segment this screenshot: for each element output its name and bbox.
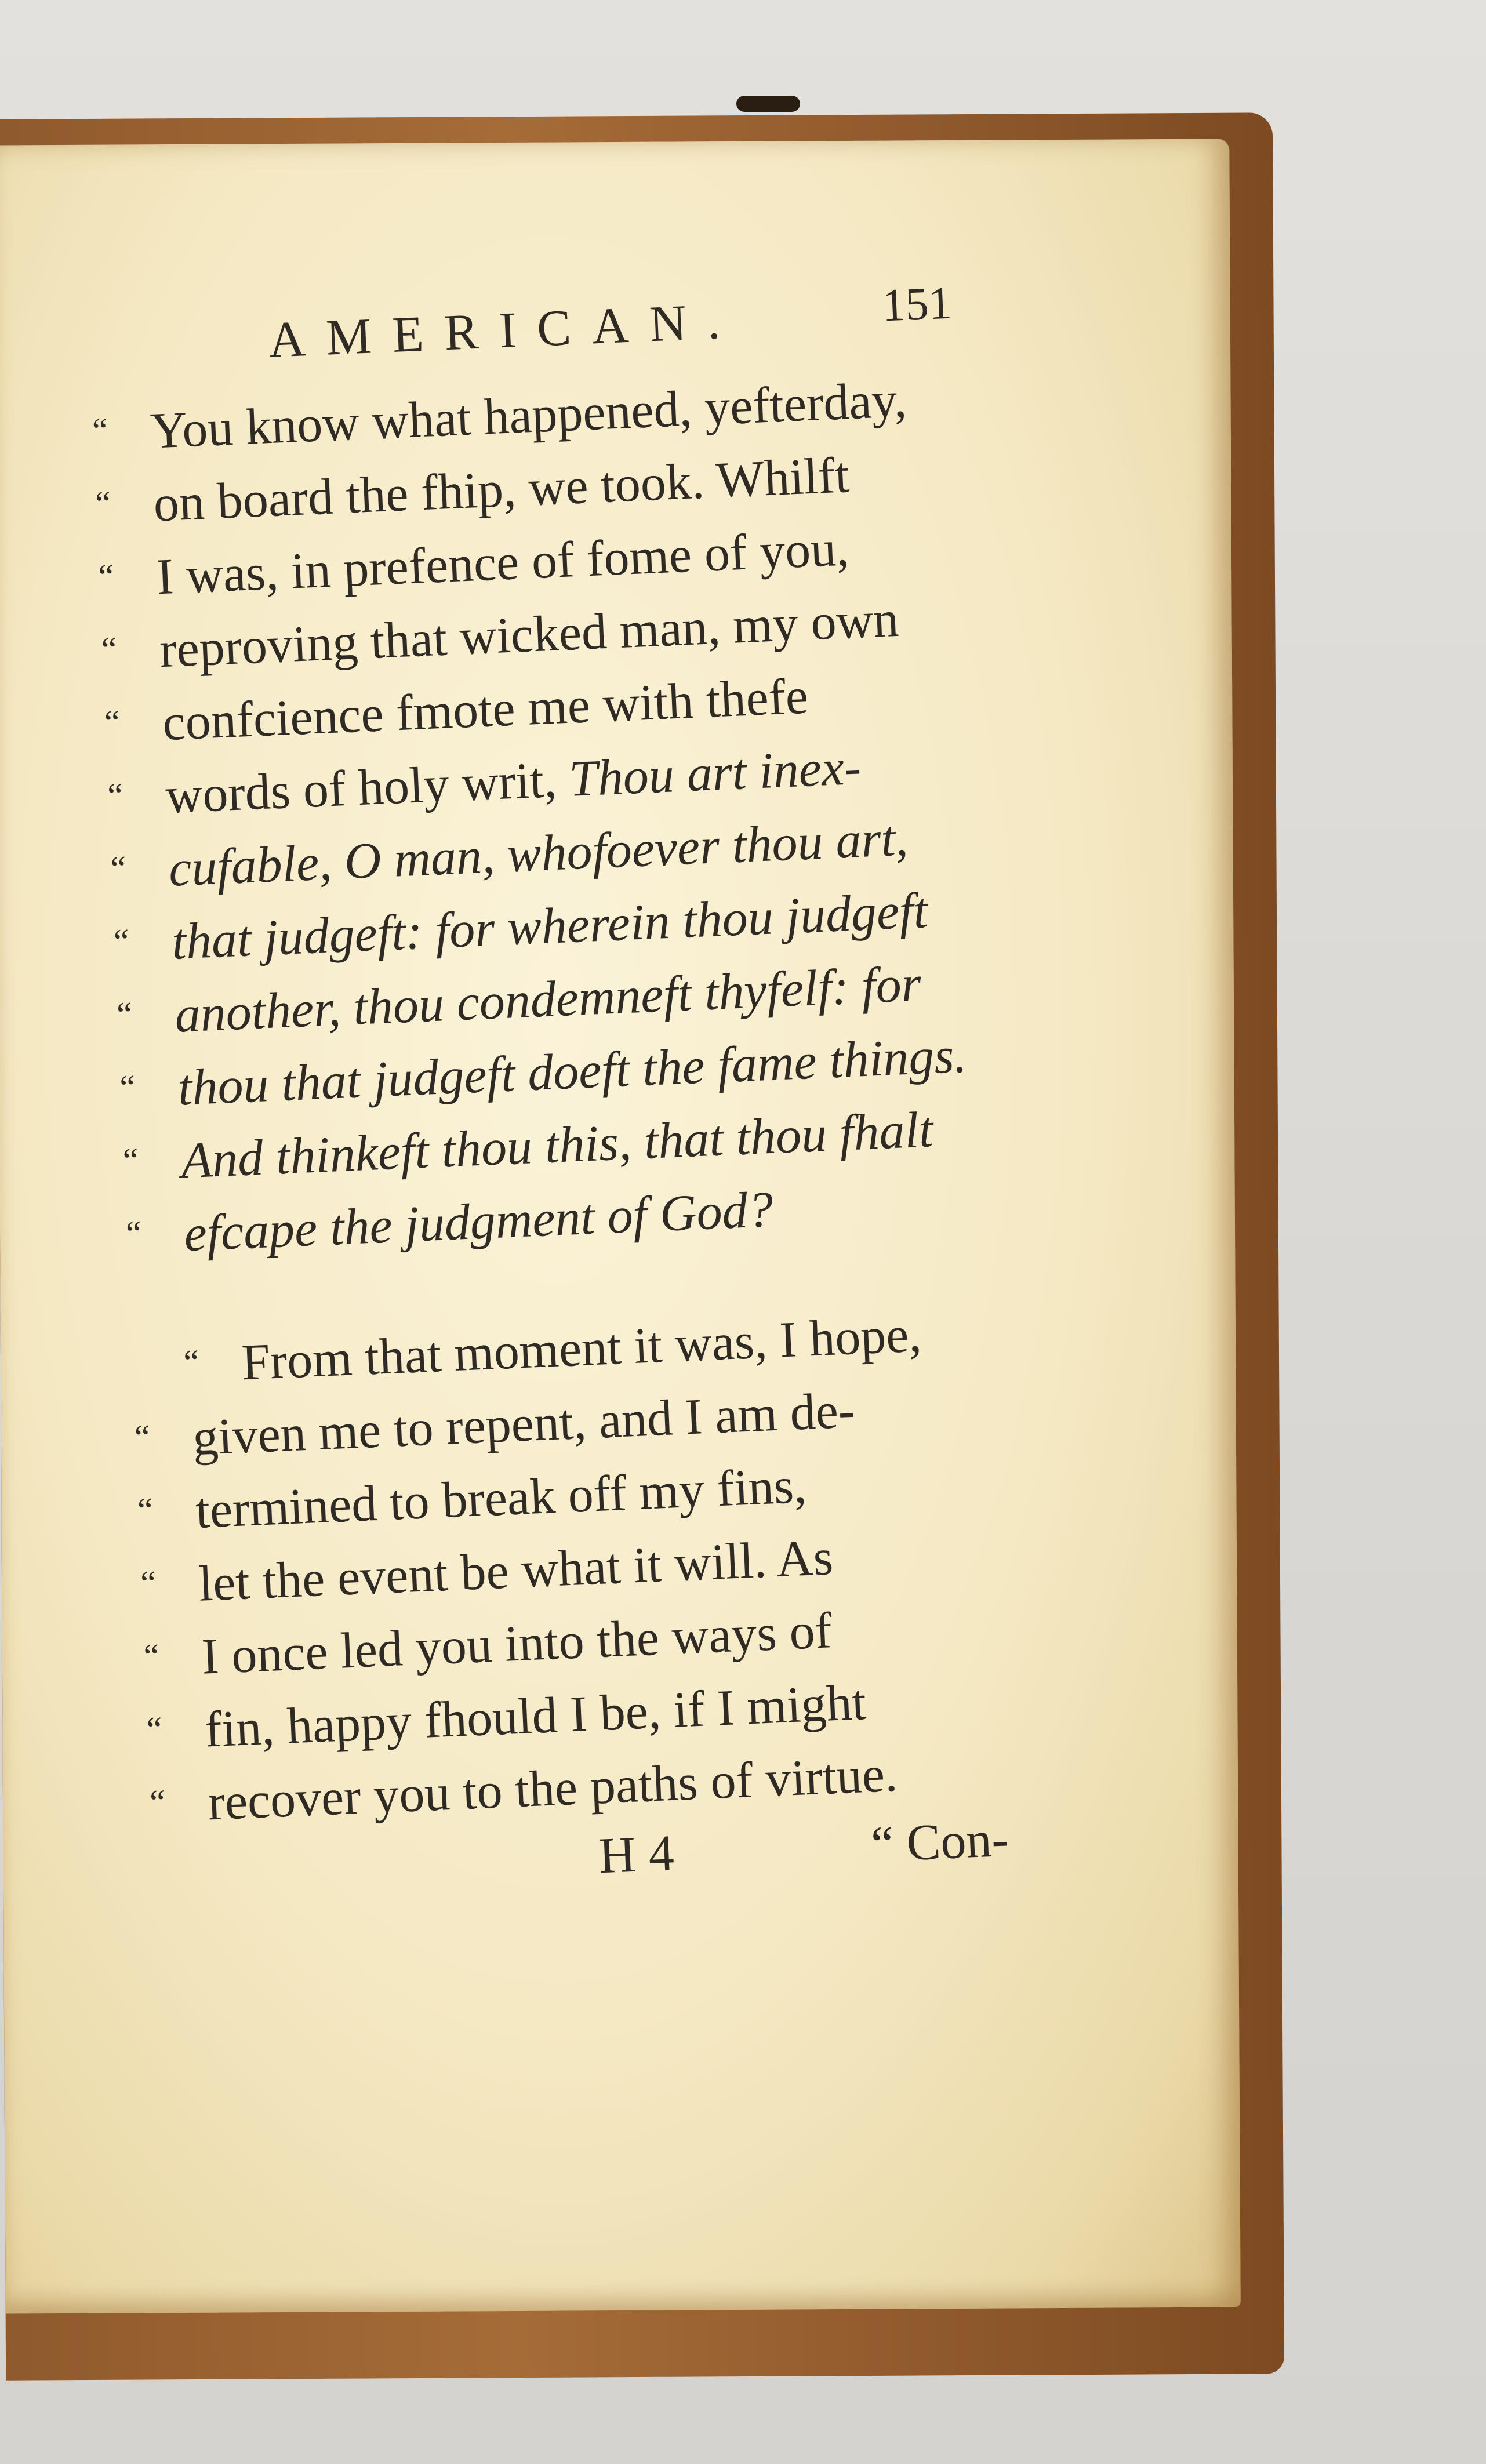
quote-mark: “ — [125, 1213, 143, 1253]
quote-mark: “ — [119, 1067, 136, 1107]
italic-text: And thinkeft thou this, that thou fhalt — [180, 1102, 935, 1190]
quote-mark: “ — [107, 776, 124, 815]
running-head-title: AMERICAN. — [267, 292, 742, 369]
italic-text: efcape the judgment of God? — [183, 1181, 775, 1263]
book-clasp — [736, 96, 800, 112]
quote-mark: “ — [143, 1636, 160, 1676]
line-text: on board the fhip, we took. Whilft — [152, 447, 851, 533]
quote-mark: “ — [137, 1491, 154, 1530]
italic-text: Thou art inex- — [568, 739, 862, 808]
quote-mark: “ — [112, 921, 130, 961]
quote-mark: “ — [95, 484, 112, 523]
quote-mark: “ — [149, 1782, 166, 1822]
line-text: I once led you into the ways of — [201, 1602, 833, 1685]
quote-mark: “ — [133, 1418, 151, 1457]
italic-text: cufable, O man, whofoever thou art, — [168, 810, 909, 897]
quote-mark: “ — [97, 557, 115, 596]
line-text: words of holy writ, — [164, 751, 571, 825]
line-text: From that moment it was, I hope, — [240, 1306, 923, 1391]
italic-text: that judgeft: for wherein thou judgeft — [170, 882, 929, 971]
quote-mark: “ — [183, 1342, 200, 1382]
quote-mark: “ — [122, 1140, 140, 1180]
line-text: let the event be what it will. As — [197, 1529, 834, 1612]
italic-text: another, thou condemneft thyfelf: for — [173, 955, 922, 1044]
quote-mark: “ — [110, 849, 127, 888]
line-text: confcience fmote me with thefe — [161, 668, 809, 752]
line-text: I was, in prefence of fome of you, — [155, 520, 850, 606]
quote-mark: “ — [146, 1709, 164, 1749]
line-text: given me to repent, and I am de- — [191, 1382, 856, 1467]
line-text: reproving that wicked man, my own — [158, 591, 900, 679]
catchword: “ Con- — [870, 1811, 1010, 1873]
paragraph-2 — [130, 1289, 1078, 1838]
quote-mark: “ — [100, 630, 118, 669]
page-number: 151 — [881, 277, 953, 332]
italic-text: thou that judgeft doeft the fame things. — [176, 1027, 968, 1117]
line-text: recover you to the paths of virtue. — [206, 1746, 899, 1831]
paragraph-1 — [91, 355, 1055, 1270]
quote-mark: “ — [116, 994, 133, 1034]
quote-mark: “ — [91, 410, 109, 450]
signature-mark: H 4 — [598, 1825, 675, 1885]
quote-mark: “ — [104, 703, 121, 742]
line-text: fin, happy fhould I be, if I might — [204, 1674, 867, 1758]
page-text — [87, 263, 1081, 1912]
line-text: termined to break off my fins, — [194, 1457, 808, 1539]
line-text: You know what happened, yefterday, — [149, 372, 908, 460]
quote-mark: “ — [140, 1563, 157, 1603]
